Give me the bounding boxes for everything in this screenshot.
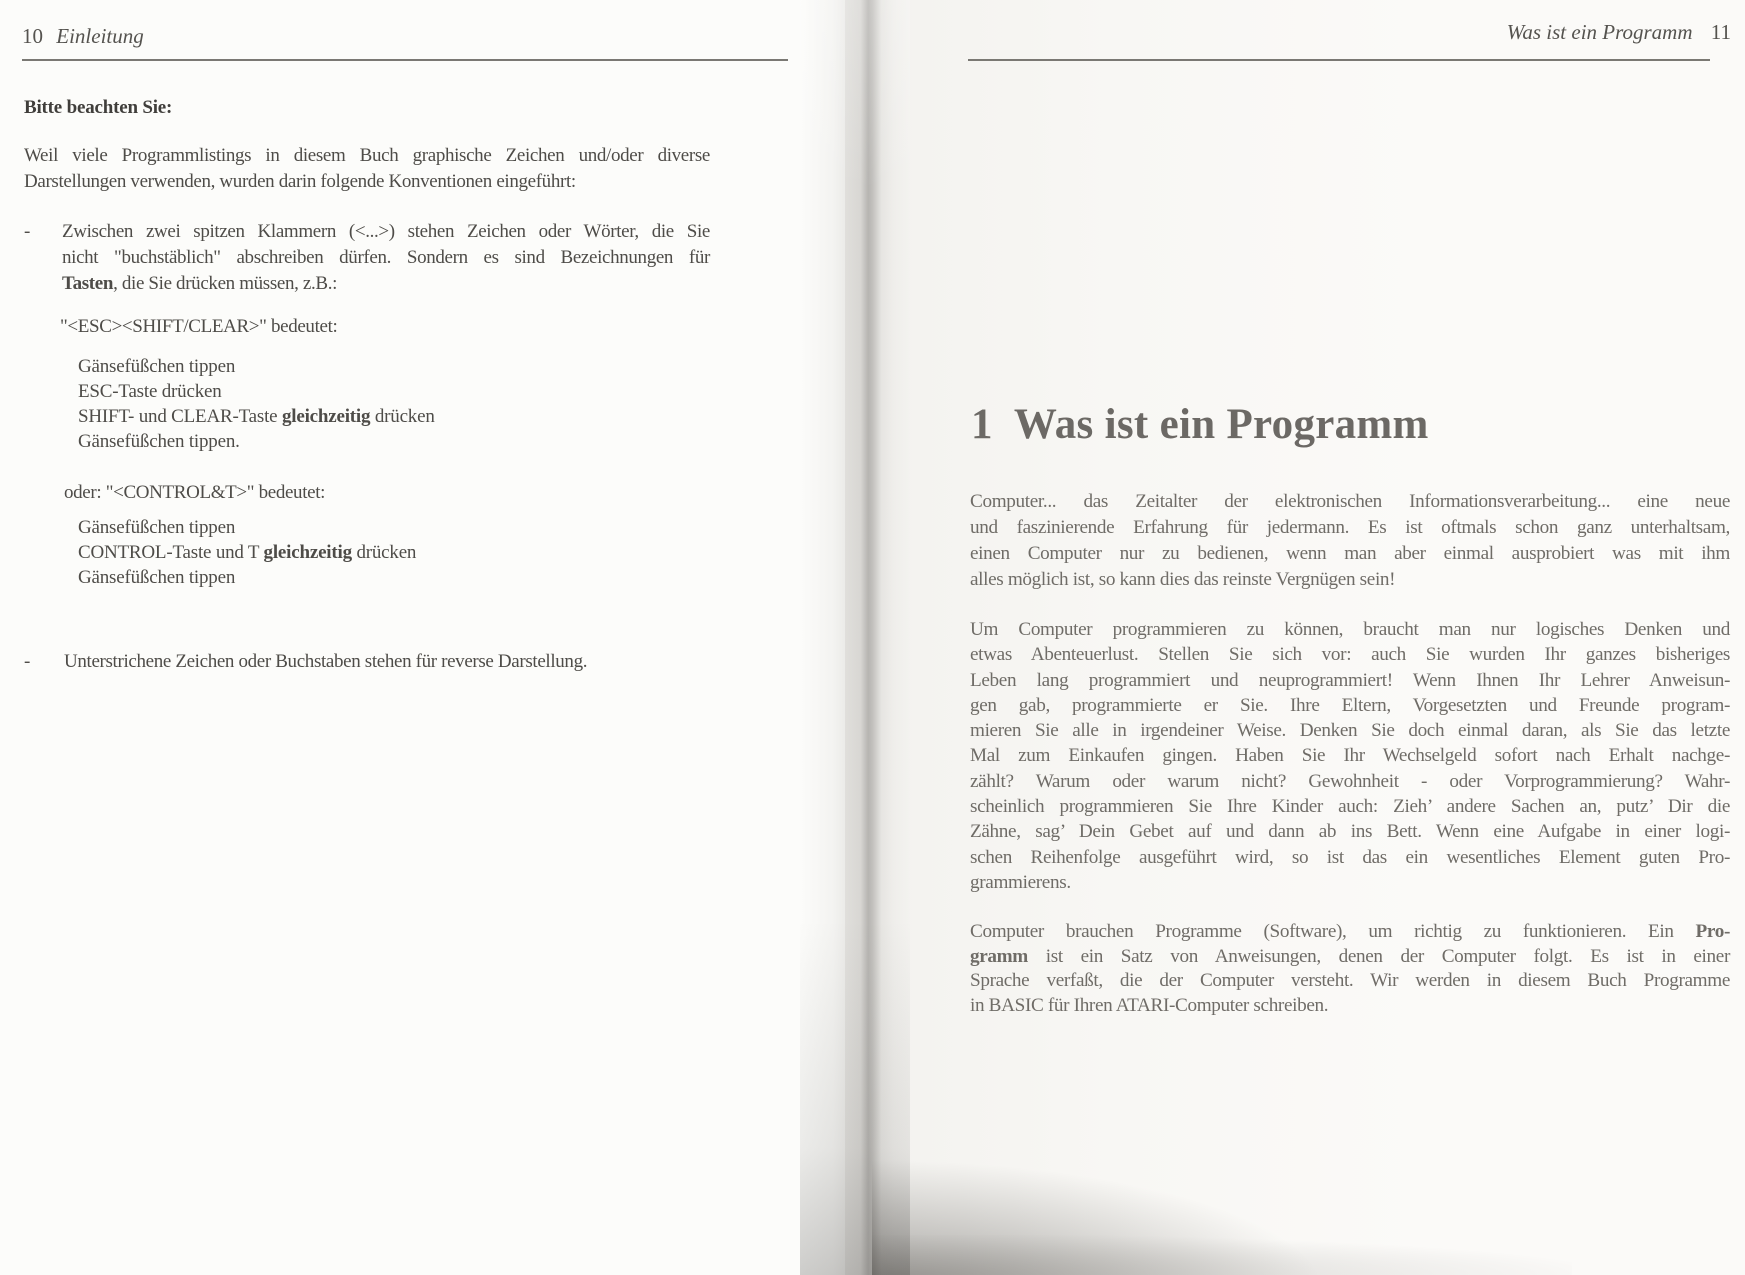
- bullet2-paragraph: [64, 649, 744, 675]
- paragraph-1: [970, 489, 1730, 593]
- running-header-right: [1507, 20, 1731, 45]
- bold-word: gleichzeitig: [263, 542, 352, 563]
- page-number-left: 10: [22, 24, 43, 48]
- chapter-heading: [971, 400, 1429, 449]
- text-line: Darstellungen verwenden, wurden darin folgende Konventionen eingeführt:: [24, 171, 576, 192]
- text-line: etwas Abenteuerlust. Stellen Sie sich vor: auch Sie wurden Ihr ganzes bisheriges: [970, 644, 1730, 666]
- text-line: Gänsefüßchen tippen: [78, 517, 236, 538]
- text-line: in BASIC für Ihren ATARI-Computer schreiben.: [970, 994, 1329, 1016]
- text-line: Computer brauchen Programme (Software), um richtig zu funktionieren. Ein Pro-: [970, 921, 1730, 942]
- bold-word: Tasten: [62, 273, 114, 294]
- bullet1-paragraph: [62, 219, 710, 297]
- text-line: scheinlich programmieren Sie Ihre Kinder auch: Zieh’ andere Sachen an, putz’ Dir die: [970, 796, 1730, 818]
- example2-steps: [78, 515, 718, 590]
- bold-word: Pro-: [1695, 921, 1730, 942]
- text-line: alles möglich ist, so kann dies das reinste Vergnügen sein!: [970, 569, 1396, 590]
- text-line: Zwischen zwei spitzen Klammern (<...>) stehen Zeichen oder Wörter, die Sie: [62, 221, 710, 242]
- text-line: Computer... das Zeitalter der elektronischen Informationsverarbeitung... eine neue: [970, 491, 1730, 512]
- paragraph-3: [970, 920, 1730, 1018]
- text-line: gramm ist ein Satz von Anweisungen, denen der Computer folgt. Es ist in einer: [970, 945, 1730, 967]
- bold-word: gleichzeitig: [281, 406, 371, 427]
- header-rule-right: [968, 59, 1710, 61]
- bold-word: gramm: [970, 945, 1028, 967]
- chapter-number: 1: [971, 401, 993, 448]
- text-line: einen Computer nur zu bedienen, wenn man aber einmal ausprobiert was mit ihm: [970, 543, 1730, 564]
- text-line: grammierens.: [970, 871, 1071, 893]
- text-line: und faszinierende Erfahrung für jedermann. Es ist oftmals schon ganz unterhaltsam,: [970, 517, 1730, 538]
- example2-intro: [64, 480, 710, 506]
- bullet-dash: -: [24, 221, 31, 242]
- text-line: gen gab, programmierte er Sie. Ihre Eltern, Vorgesetzten und Freunde program-: [970, 694, 1730, 716]
- text-line: oder: "<CONTROL&T>" bedeutet:: [64, 482, 326, 503]
- intro-paragraph: [24, 143, 710, 195]
- chapter-title-text: Was ist ein Programm: [1013, 401, 1429, 448]
- text-line: Mal zum Einkaufen gingen. Haben Sie Ihr Wechselgeld sofort nach Erhalt nachge-: [970, 745, 1730, 767]
- text-line: Tasten, die Sie drücken müssen, z.B.:: [62, 273, 338, 294]
- text-line: SHIFT- und CLEAR-Taste gleichzeitig drücken: [78, 406, 435, 427]
- text-line: Leben lang programmiert und neuprogrammiert! Wenn Ihnen Ihr Lehrer Anweisun-: [970, 669, 1730, 691]
- text-line: zählt? Warum oder warum nicht? Gewohnheit - oder Vorprogrammierung? Wahr-: [970, 770, 1730, 792]
- text-line: Weil viele Programmlistings in diesem Buch graphische Zeichen und/oder diverse: [24, 145, 710, 166]
- paragraph-2: [970, 617, 1730, 895]
- text-line: Um Computer programmieren zu können, braucht man nur logisches Denken und: [970, 619, 1730, 640]
- running-header-left: [22, 24, 144, 49]
- bullet-dash: -: [24, 651, 31, 672]
- text-line: "<ESC><SHIFT/CLEAR>" bedeutet:: [60, 316, 338, 337]
- text-line: schen Reihenfolge ausgeführt wird, so ist das ein wesentliches Element guten Pro-: [970, 846, 1730, 868]
- text-line: ESC-Taste drücken: [78, 381, 222, 402]
- header-rule-left: [22, 59, 788, 61]
- text-line: nicht "buchstäblich" abschreiben dürfen. Sondern es sind Bezeichnungen für: [62, 247, 710, 268]
- text-line: Sprache verfaßt, die der Computer versteht. Wir werden in diesem Buch Programme: [970, 970, 1730, 992]
- example1-intro: [60, 314, 710, 340]
- running-title-right: Was ist ein Programm: [1506, 20, 1693, 44]
- text-line: Gänsefüßchen tippen.: [78, 431, 240, 452]
- page-number-right: 11: [1710, 20, 1731, 44]
- running-title-left: Einleitung: [56, 24, 144, 48]
- text-line: CONTROL-Taste und T gleichzeitig drücken: [78, 542, 417, 563]
- text-line: Gänsefüßchen tippen: [78, 356, 236, 377]
- text-line: Unterstrichene Zeichen oder Buchstaben stehen für reverse Darstellung.: [64, 651, 588, 672]
- example1-steps: [78, 354, 718, 454]
- notice-heading: Bitte beachten Sie:: [24, 97, 173, 118]
- text-line: Gänsefüßchen tippen: [78, 567, 236, 588]
- text-line: Zähne, sag’ Dein Gebet auf und dann ab ins Bett. Wenn eine Aufgabe in einer logi-: [970, 821, 1730, 843]
- text-line: mieren Sie alle in irgendeiner Weise. Denken Sie doch einmal daran, als Sie das letzte: [970, 720, 1730, 742]
